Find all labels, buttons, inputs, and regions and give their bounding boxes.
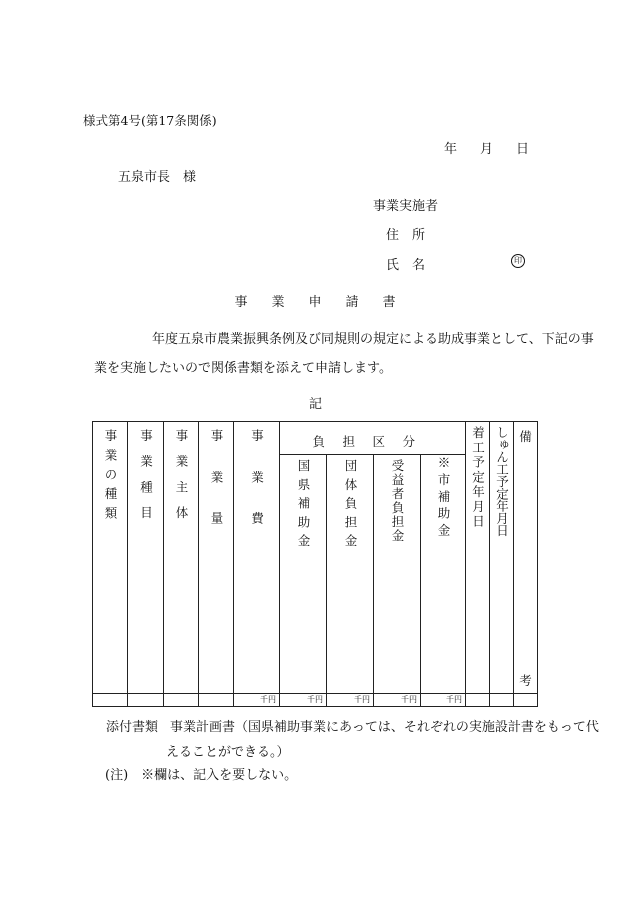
header-type: 事業の種類	[93, 422, 128, 694]
unit-beneficiary[interactable]: 千円	[374, 694, 421, 707]
header-group: 団体負担金	[327, 455, 374, 694]
unit-national[interactable]: 千円	[280, 694, 327, 707]
header-cost: 事業費	[234, 422, 280, 694]
header-remarks-top: 備	[519, 429, 532, 444]
note-text: ※欄は、記入を要しない。	[141, 768, 298, 783]
attachments-text: 事業計画書（国県補助事業にあっては、それぞれの実施設計書をもって代	[170, 720, 599, 735]
date-line	[444, 138, 529, 157]
document-title	[231, 291, 399, 310]
header-remarks	[514, 422, 538, 694]
header-national: 国県補助金	[280, 455, 327, 694]
header-complete: しゅん工予定年月日	[490, 422, 514, 694]
cell-category[interactable]	[128, 694, 164, 707]
body-text-line1: 年度五泉市農業振興条例及び同規則の規定による助成事業として、下記の事	[152, 332, 594, 347]
cell-remarks[interactable]	[514, 694, 538, 707]
header-entity: 事業主体	[164, 422, 199, 694]
unit-group[interactable]: 千円	[327, 694, 374, 707]
cell-amount[interactable]	[199, 694, 234, 707]
note-line	[105, 764, 297, 783]
title-char: 業	[271, 295, 285, 310]
cell-entity[interactable]	[164, 694, 199, 707]
name-label: 氏 名	[386, 258, 426, 273]
cell-type[interactable]	[93, 694, 128, 707]
cell-complete[interactable]	[490, 694, 514, 707]
header-beneficiary: 受益者負担金	[374, 455, 421, 694]
attachments-label: 添付書類	[106, 720, 159, 735]
header-remarks-bottom: 考	[519, 673, 532, 688]
cell-start[interactable]	[466, 694, 490, 707]
attachments-line1	[106, 716, 599, 735]
unit-city[interactable]: 千円	[421, 694, 466, 707]
note-label: (注)	[105, 768, 129, 783]
form-number: 様式第4号(第17条関係)	[83, 113, 217, 128]
title-char: 申	[308, 295, 322, 310]
header-city: ※市補助金	[421, 455, 466, 694]
seal-mark: 印	[511, 254, 525, 268]
title-char: 事	[234, 295, 248, 310]
body-text-line2: 業を実施したいので関係書類を添えて申請します。	[94, 361, 392, 376]
title-char: 請	[345, 295, 359, 310]
header-category: 事業種目	[128, 422, 164, 694]
date-day: 日	[516, 142, 530, 157]
addressee: 五泉市長 様	[118, 170, 197, 185]
unit-cost[interactable]: 千円	[234, 694, 280, 707]
ki-heading: 記	[309, 397, 323, 412]
date-year: 年	[444, 142, 458, 157]
header-amount: 事業量	[199, 422, 234, 694]
attachments-line2: えることができる。）	[166, 745, 290, 760]
applicant-label: 事業実施者	[373, 199, 439, 214]
application-table	[92, 421, 538, 707]
header-start: 着工予定年月日	[466, 422, 490, 694]
title-char: 書	[382, 295, 396, 310]
address-label: 住 所	[386, 228, 426, 243]
header-burden: 負担区分	[280, 422, 466, 455]
date-month: 月	[480, 142, 494, 157]
